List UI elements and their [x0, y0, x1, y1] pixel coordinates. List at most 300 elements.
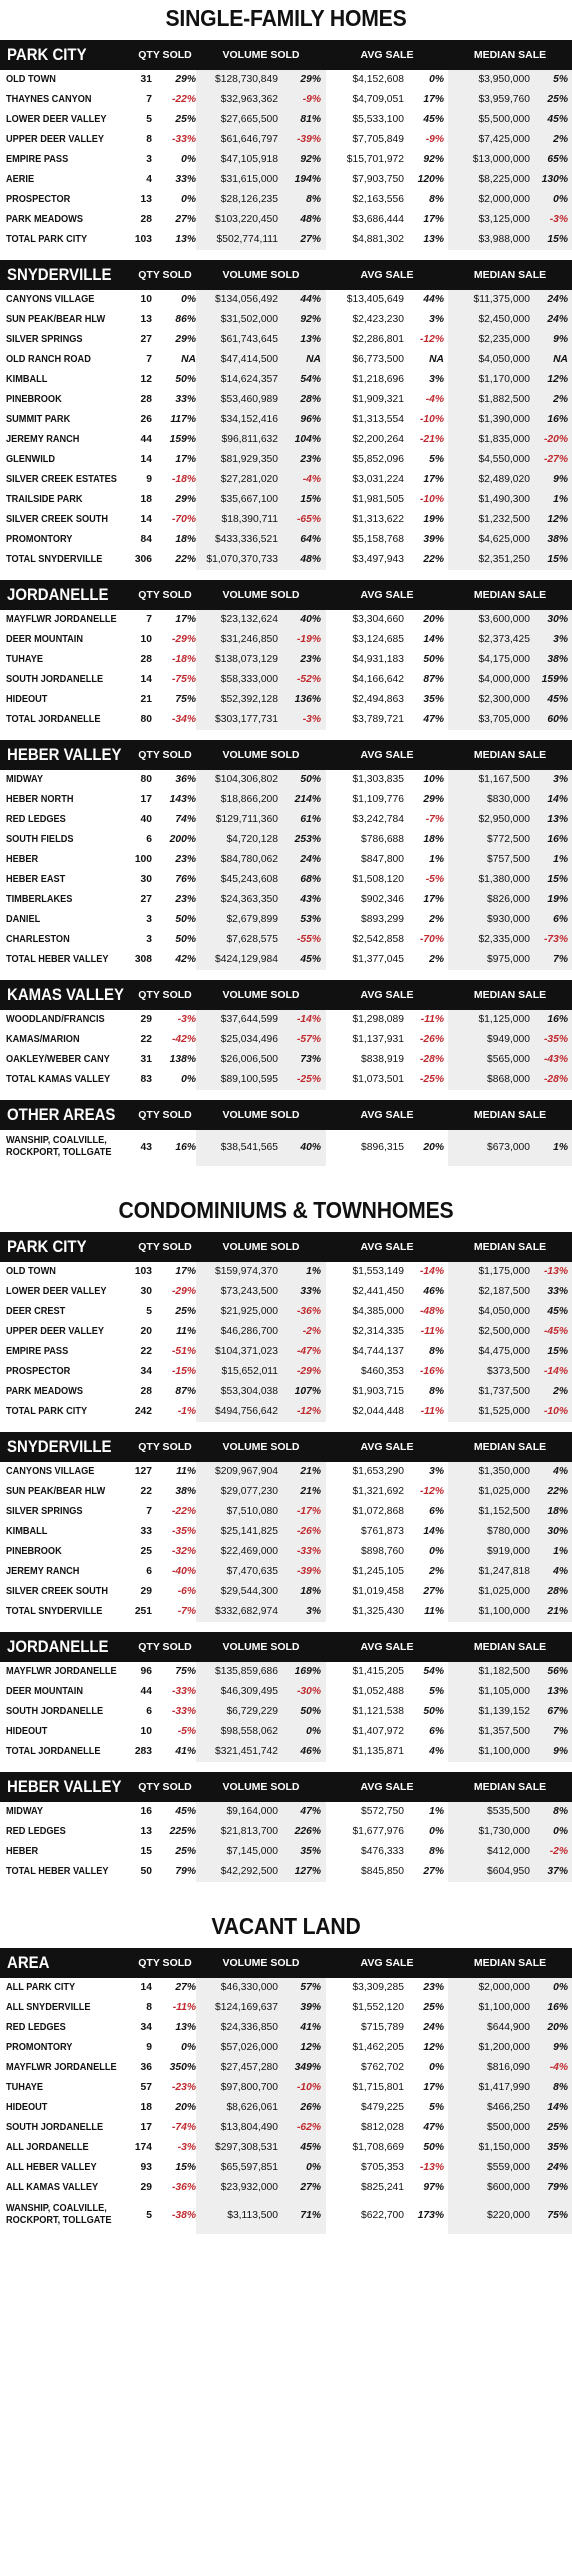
- avg-sale-change: -70%: [419, 934, 444, 945]
- qty-sold: 34: [140, 1366, 152, 1377]
- area-name: ALL JORDANELLE: [6, 2142, 89, 2153]
- median-sale-change: -28%: [543, 1074, 568, 1085]
- table-row: [0, 1342, 572, 1362]
- column-header-qty: QTY SOLD: [138, 1781, 192, 1793]
- median-sale-change: 25%: [547, 94, 568, 105]
- avg-sale-change: 2%: [429, 914, 444, 925]
- volume-sold: $47,414,500: [220, 354, 278, 365]
- area-name: TOTAL SNYDERVILLE: [6, 1606, 103, 1617]
- median-sale-change: 0%: [553, 1982, 568, 1993]
- avg-sale-change: 1%: [429, 1806, 444, 1817]
- median-sale-change: NA: [553, 354, 568, 365]
- avg-sale: $2,163,556: [352, 194, 404, 205]
- median-sale-change: -20%: [543, 434, 568, 445]
- column-header-median: MEDIAN SALE: [473, 269, 547, 281]
- median-sale: $412,000: [487, 1846, 530, 1857]
- qty-sold-change: -7%: [177, 1606, 196, 1617]
- total-row: [0, 1862, 572, 1882]
- median-sale-change: 15%: [547, 234, 568, 245]
- qty-sold-change: NA: [181, 354, 196, 365]
- table-row: [0, 150, 572, 170]
- area-name: TOTAL PARK CITY: [6, 1406, 88, 1417]
- avg-sale: $2,542,858: [352, 934, 404, 945]
- area-name: JEREMY RANCH: [6, 1566, 80, 1577]
- qty-sold: 40: [140, 814, 152, 825]
- median-sale: $466,250: [487, 2102, 530, 2113]
- volume-sold-change: 26%: [300, 2102, 321, 2113]
- qty-sold-change: 75%: [175, 694, 196, 705]
- median-sale: $1,390,000: [478, 414, 530, 425]
- table-row: [0, 1562, 572, 1582]
- column-header-median: MEDIAN SALE: [473, 1957, 547, 1969]
- volume-sold-change: 61%: [300, 814, 321, 825]
- table-row: [0, 450, 572, 470]
- median-sale-change: 79%: [547, 2182, 568, 2193]
- qty-sold-change: 25%: [175, 1846, 196, 1857]
- table-row: [0, 1482, 572, 1502]
- qty-sold: 29: [140, 2182, 152, 2193]
- avg-sale-change: 54%: [423, 1666, 444, 1677]
- table-row: [0, 1682, 572, 1702]
- volume-sold: $4,720,128: [226, 834, 278, 845]
- qty-sold-change: 50%: [175, 374, 196, 385]
- region-title: HEBER VALLEY: [7, 1777, 122, 1796]
- median-sale: $600,000: [487, 2182, 530, 2193]
- median-sale-change: 9%: [553, 474, 568, 485]
- avg-sale-change: 17%: [423, 474, 444, 485]
- qty-sold: 44: [140, 1686, 152, 1697]
- table-row: [0, 930, 572, 950]
- volume-sold: $65,597,851: [220, 2162, 278, 2173]
- area-name: OLD TOWN: [6, 74, 56, 85]
- volume-sold-change: 23%: [300, 654, 321, 665]
- volume-sold-change: -29%: [296, 1366, 321, 1377]
- avg-sale-change: 10%: [423, 774, 444, 785]
- area-name: MIDWAY: [6, 1806, 43, 1817]
- qty-sold: 28: [140, 654, 152, 665]
- volume-sold-change: 40%: [300, 614, 321, 625]
- volume-sold-change: 50%: [300, 1706, 321, 1717]
- median-sale: $604,950: [487, 1866, 530, 1877]
- avg-sale-change: 27%: [423, 1586, 444, 1597]
- volume-sold-change: -62%: [296, 2122, 321, 2133]
- volume-sold-change: -4%: [302, 474, 321, 485]
- median-sale: $3,988,000: [478, 234, 530, 245]
- table-row: [0, 350, 572, 370]
- area-name: UPPER DEER VALLEY: [6, 134, 104, 145]
- qty-sold-change: 87%: [175, 1386, 196, 1397]
- avg-sale-change: 5%: [429, 2102, 444, 2113]
- qty-sold-change: -75%: [171, 674, 196, 685]
- avg-sale: $715,789: [361, 2022, 404, 2033]
- total-row: [0, 1402, 572, 1422]
- avg-sale-change: 0%: [429, 1546, 444, 1557]
- qty-sold: 43: [140, 1142, 152, 1153]
- volume-sold: $24,363,350: [220, 894, 278, 905]
- median-sale: $1,025,000: [478, 1586, 530, 1597]
- median-sale: $1,232,500: [478, 514, 530, 525]
- qty-sold-change: -38%: [171, 2210, 196, 2221]
- region-table: [0, 1100, 572, 1166]
- median-sale: $2,300,000: [478, 694, 530, 705]
- table-row: [0, 410, 572, 430]
- avg-sale-change: 6%: [429, 1506, 444, 1517]
- volume-sold-change: 349%: [294, 2062, 321, 2073]
- median-sale: $673,000: [487, 1142, 530, 1153]
- qty-sold: 308: [134, 954, 152, 965]
- volume-sold-change: 107%: [294, 1386, 321, 1397]
- table-row: [0, 1522, 572, 1542]
- qty-sold: 96: [140, 1666, 152, 1677]
- volume-sold-change: 45%: [300, 954, 321, 965]
- table-row: [0, 770, 572, 790]
- avg-sale-change: 8%: [429, 1386, 444, 1397]
- qty-sold: 4: [146, 174, 152, 185]
- total-row: [0, 1602, 572, 1622]
- table-row: [0, 1502, 572, 1522]
- table-row: [0, 2118, 572, 2138]
- table-body: [0, 1802, 572, 1882]
- qty-sold: 13: [140, 194, 152, 205]
- table-body: [0, 1462, 572, 1622]
- avg-sale-change: 50%: [423, 2142, 444, 2153]
- median-sale-change: -43%: [543, 1054, 568, 1065]
- area-name: ALL KAMAS VALLEY: [6, 2182, 99, 2193]
- avg-sale: $1,553,149: [352, 1266, 404, 1277]
- avg-sale-change: 17%: [423, 94, 444, 105]
- volume-sold: $21,813,700: [220, 1826, 278, 1837]
- region-table: [0, 1232, 572, 1422]
- column-header-volume: VOLUME SOLD: [222, 1957, 300, 1969]
- avg-sale-change: 45%: [423, 114, 444, 125]
- area-name: TIMBERLAKES: [6, 894, 73, 905]
- volume-sold-change: 81%: [300, 114, 321, 125]
- median-sale: $919,000: [487, 1546, 530, 1557]
- volume-sold-change: 136%: [294, 694, 321, 705]
- table-row: [0, 430, 572, 450]
- volume-sold-change: -39%: [296, 134, 321, 145]
- median-sale-change: 18%: [547, 1506, 568, 1517]
- volume-sold: $494,756,642: [215, 1406, 278, 1417]
- table-row: [0, 2158, 572, 2178]
- avg-sale: $3,124,685: [352, 634, 404, 645]
- median-sale-change: 5%: [553, 74, 568, 85]
- median-sale-change: 4%: [553, 1566, 568, 1577]
- median-sale: $949,000: [487, 1034, 530, 1045]
- avg-sale: $5,533,100: [352, 114, 404, 125]
- median-sale-change: -45%: [543, 1326, 568, 1337]
- table-row: [0, 690, 572, 710]
- avg-sale: $7,705,849: [352, 134, 404, 145]
- median-sale-change: 45%: [547, 694, 568, 705]
- median-sale-change: 1%: [553, 1142, 568, 1153]
- avg-sale-change: 39%: [423, 534, 444, 545]
- area-name: ALL SNYDERVILLE: [6, 2002, 91, 2013]
- table-row: [0, 1362, 572, 1382]
- volume-sold-change: -36%: [296, 1306, 321, 1317]
- median-sale-change: 60%: [547, 714, 568, 725]
- table-row: [0, 70, 572, 90]
- median-sale-change: -2%: [549, 1846, 568, 1857]
- qty-sold: 7: [146, 1506, 152, 1517]
- qty-sold: 306: [134, 554, 152, 565]
- volume-sold-change: 39%: [300, 2002, 321, 2013]
- volume-sold: $58,333,000: [220, 674, 278, 685]
- median-sale-change: 21%: [547, 1606, 568, 1617]
- avg-sale-change: 17%: [423, 214, 444, 225]
- qty-sold: 283: [134, 1746, 152, 1757]
- median-sale: $830,000: [487, 794, 530, 805]
- region-table: [0, 580, 572, 730]
- avg-sale: $825,241: [361, 2182, 404, 2193]
- qty-sold-change: 50%: [175, 914, 196, 925]
- median-sale: $565,000: [487, 1054, 530, 1065]
- median-sale: $1,247,818: [478, 1566, 530, 1577]
- avg-sale-change: -11%: [420, 1406, 444, 1417]
- area-name: SOUTH JORDANELLE: [6, 2122, 104, 2133]
- table-row: [0, 1462, 572, 1482]
- avg-sale-change: 3%: [429, 374, 444, 385]
- qty-sold-change: -29%: [171, 1286, 196, 1297]
- column-header-avg: AVG SALE: [360, 269, 414, 281]
- qty-sold: 22: [140, 1486, 152, 1497]
- avg-sale-change: 4%: [429, 1746, 444, 1757]
- avg-sale: $1,109,776: [352, 794, 404, 805]
- median-sale: $4,625,000: [478, 534, 530, 545]
- area-name: TOTAL SNYDERVILLE: [6, 554, 103, 565]
- volume-sold: $2,679,899: [226, 914, 278, 925]
- area-name: SUN PEAK/BEAR HLW: [6, 1486, 106, 1497]
- avg-sale: $4,744,137: [352, 1346, 404, 1357]
- table-row: [0, 2138, 572, 2158]
- qty-sold: 251: [134, 1606, 152, 1617]
- volume-sold: $53,460,989: [220, 394, 278, 405]
- qty-sold-change: 17%: [175, 614, 196, 625]
- qty-sold-change: -70%: [171, 514, 196, 525]
- avg-sale-change: 5%: [429, 454, 444, 465]
- avg-sale-change: -7%: [425, 814, 444, 825]
- area-name: TOTAL HEBER VALLEY: [6, 954, 109, 965]
- median-sale: $1,737,500: [478, 1386, 530, 1397]
- volume-sold: $97,800,700: [220, 2082, 278, 2093]
- table-row: [0, 630, 572, 650]
- table-row: [0, 810, 572, 830]
- median-sale-change: 56%: [547, 1666, 568, 1677]
- region-header: [0, 1772, 572, 1802]
- volume-sold: $84,780,062: [220, 854, 278, 865]
- qty-sold-change: -22%: [171, 1506, 196, 1517]
- volume-sold-change: 28%: [300, 394, 321, 405]
- avg-sale-change: 14%: [423, 634, 444, 645]
- median-sale: $1,380,000: [478, 874, 530, 885]
- area-name: PROSPECTOR: [6, 194, 71, 205]
- volume-sold-change: 48%: [300, 214, 321, 225]
- table-row: [0, 1010, 572, 1030]
- median-sale-change: 1%: [553, 1546, 568, 1557]
- area-name: TUHAYE: [6, 654, 43, 665]
- median-sale: $1,105,000: [478, 1686, 530, 1697]
- volume-sold-change: 40%: [300, 1142, 321, 1153]
- median-sale-change: 13%: [547, 1686, 568, 1697]
- qty-sold: 6: [146, 834, 152, 845]
- area-name: SOUTH JORDANELLE: [6, 1706, 104, 1717]
- qty-sold-change: 29%: [175, 74, 196, 85]
- volume-sold-change: 12%: [300, 2042, 321, 2053]
- area-name: THAYNES CANYON: [6, 94, 92, 105]
- region-title: SNYDERVILLE: [7, 1437, 112, 1456]
- area-name: PROSPECTOR: [6, 1366, 71, 1377]
- total-row: [0, 1742, 572, 1762]
- avg-sale: $7,903,750: [352, 174, 404, 185]
- qty-sold-change: -33%: [171, 1686, 196, 1697]
- qty-sold-change: 0%: [181, 154, 196, 165]
- qty-sold-change: 25%: [175, 1306, 196, 1317]
- qty-sold-change: 138%: [169, 1054, 196, 1065]
- avg-sale-change: 2%: [429, 1566, 444, 1577]
- area-name: RED LEDGES: [6, 1826, 66, 1837]
- avg-sale: $812,028: [361, 2122, 404, 2133]
- median-sale: $1,139,152: [478, 1706, 530, 1717]
- section-title: VACANT LAND: [211, 1913, 361, 1939]
- volume-sold: $18,866,200: [220, 794, 278, 805]
- volume-sold: $61,646,797: [220, 134, 278, 145]
- table-row: [0, 1302, 572, 1322]
- median-sale: $2,500,000: [478, 1326, 530, 1337]
- volume-sold: $27,457,280: [220, 2062, 278, 2073]
- volume-sold-change: 33%: [300, 1286, 321, 1297]
- qty-sold-change: -23%: [171, 2082, 196, 2093]
- area-name: ALL PARK CITY: [6, 1982, 76, 1993]
- area-name: PINEBROOK: [6, 1546, 62, 1557]
- area-name: KAMAS/MARION: [6, 1034, 80, 1045]
- median-sale-change: -27%: [543, 454, 568, 465]
- qty-sold-change: -6%: [177, 1586, 196, 1597]
- avg-sale-change: 47%: [423, 2122, 444, 2133]
- median-sale-change: 15%: [547, 554, 568, 565]
- region-title: PARK CITY: [7, 45, 87, 64]
- qty-sold: 13: [140, 1826, 152, 1837]
- avg-sale: $622,700: [361, 2210, 404, 2221]
- avg-sale: $4,931,183: [352, 654, 404, 665]
- column-header-avg: AVG SALE: [360, 49, 414, 61]
- median-sale-change: 35%: [547, 2142, 568, 2153]
- avg-sale-change: 0%: [429, 1826, 444, 1837]
- table-body: [0, 610, 572, 730]
- table-row: [0, 190, 572, 210]
- qty-sold-change: -35%: [171, 1526, 196, 1537]
- area-name: GLENWILD: [6, 454, 56, 465]
- qty-sold: 33: [140, 1526, 152, 1537]
- volume-sold-change: -12%: [296, 1406, 321, 1417]
- qty-sold: 30: [140, 874, 152, 885]
- avg-sale: $3,304,660: [352, 614, 404, 625]
- median-sale-change: 30%: [547, 614, 568, 625]
- median-sale-change: 30%: [547, 1526, 568, 1537]
- region-table: [0, 40, 572, 250]
- area-name: LOWER DEER VALLEY: [6, 114, 107, 125]
- avg-sale-change: 97%: [423, 2182, 444, 2193]
- median-sale-change: 2%: [553, 394, 568, 405]
- volume-sold: $129,711,360: [215, 814, 278, 825]
- table-body: [0, 1262, 572, 1422]
- avg-sale-change: -4%: [425, 394, 444, 405]
- avg-sale: $1,072,868: [352, 1506, 404, 1517]
- avg-sale: $1,909,321: [352, 394, 404, 405]
- area-name: OLD TOWN: [6, 1266, 56, 1277]
- avg-sale: $705,353: [361, 2162, 404, 2173]
- qty-sold-change: -34%: [171, 714, 196, 725]
- qty-sold-change: 16%: [175, 1142, 196, 1153]
- section-spacer: [0, 1176, 572, 1188]
- avg-sale-change: 17%: [423, 894, 444, 905]
- median-sale: $1,125,000: [478, 1014, 530, 1025]
- table-row: [0, 310, 572, 330]
- median-sale-change: 7%: [553, 954, 568, 965]
- column-header-avg: AVG SALE: [360, 989, 414, 1001]
- avg-sale-change: 20%: [423, 614, 444, 625]
- table-body: [0, 290, 572, 570]
- column-header-avg: AVG SALE: [360, 589, 414, 601]
- table-row: [0, 1282, 572, 1302]
- median-sale-change: 0%: [553, 1826, 568, 1837]
- qty-sold: 7: [146, 354, 152, 365]
- area-name: HEBER EAST: [6, 874, 66, 885]
- column-header-avg: AVG SALE: [360, 1109, 414, 1121]
- volume-sold-change: 29%: [300, 74, 321, 85]
- avg-sale-change: 0%: [429, 2062, 444, 2073]
- median-sale-change: 75%: [547, 2210, 568, 2221]
- median-sale-change: -35%: [543, 1034, 568, 1045]
- region-header: [0, 740, 572, 770]
- qty-sold-change: -18%: [171, 474, 196, 485]
- avg-sale-change: 1%: [429, 854, 444, 865]
- median-sale: $4,175,000: [478, 654, 530, 665]
- region-header: [0, 980, 572, 1010]
- avg-sale-change: -13%: [419, 2162, 444, 2173]
- median-sale: $2,950,000: [478, 814, 530, 825]
- volume-sold: $303,177,731: [215, 714, 278, 725]
- median-sale: $975,000: [487, 954, 530, 965]
- table-row: [0, 1262, 572, 1282]
- qty-sold: 34: [140, 2022, 152, 2033]
- volume-sold: $28,126,235: [220, 194, 278, 205]
- median-sale-change: 65%: [547, 154, 568, 165]
- avg-sale-change: 12%: [423, 2042, 444, 2053]
- volume-sold: $321,451,742: [215, 1746, 278, 1757]
- volume-sold: $73,243,500: [220, 1286, 278, 1297]
- volume-sold: $3,113,500: [227, 2210, 278, 2221]
- area-name: TOTAL PARK CITY: [6, 234, 88, 245]
- qty-sold-change: -74%: [171, 2122, 196, 2133]
- median-sale: $2,489,020: [478, 474, 530, 485]
- avg-sale: $1,981,505: [352, 494, 404, 505]
- qty-sold-change: 27%: [175, 1982, 196, 1993]
- volume-sold: $138,073,129: [215, 654, 278, 665]
- qty-sold-change: -33%: [171, 134, 196, 145]
- qty-sold-change: 86%: [175, 314, 196, 325]
- median-sale-change: 38%: [547, 654, 568, 665]
- qty-sold: 83: [140, 1074, 152, 1085]
- volume-sold-change: 27%: [300, 2182, 321, 2193]
- table-body: [0, 1662, 572, 1762]
- table-row: [0, 490, 572, 510]
- area-name: HEBER: [6, 854, 39, 865]
- area-name: CANYONS VILLAGE: [6, 294, 95, 305]
- volume-sold: $297,308,531: [215, 2142, 278, 2153]
- qty-sold-change: -40%: [171, 1566, 196, 1577]
- qty-sold-change: -1%: [177, 1406, 196, 1417]
- volume-sold-change: 96%: [300, 414, 321, 425]
